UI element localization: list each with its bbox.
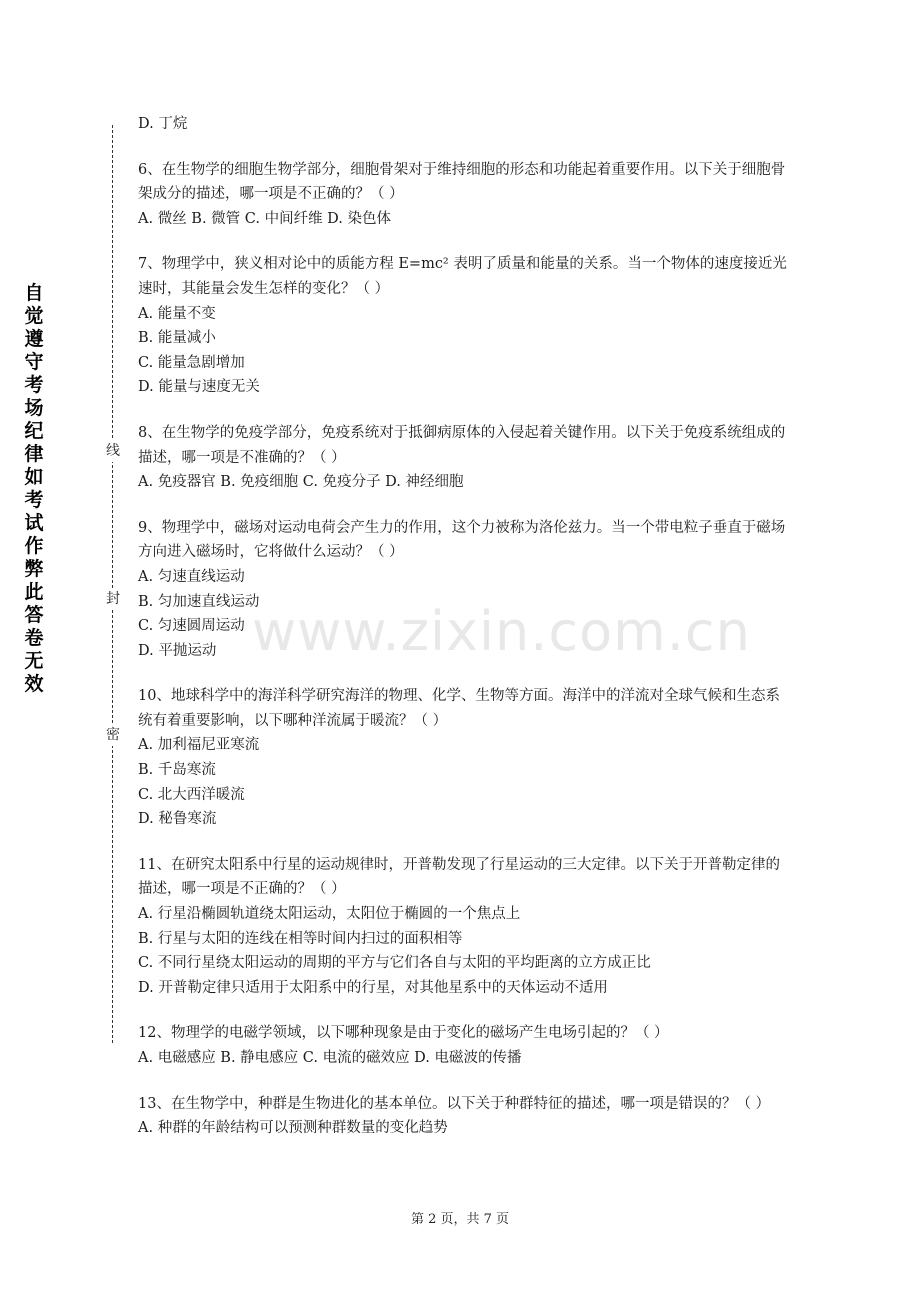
question-stem: 6、在生物学的细胞生物学部分，细胞骨架对于维持细胞的形态和功能起着重要作用。以下关于细胞骨架成分的描述，哪一项是不正确的？（ ）: [138, 161, 786, 203]
question-option: D. 秘鲁寒流: [138, 811, 217, 828]
question-option: A. 能量不变: [138, 305, 216, 322]
seal-label-seal: 封: [103, 588, 123, 610]
question-item: [138, 853, 788, 1001]
binding-dashed-line: [112, 125, 113, 1043]
question-option: C. 北大西洋暖流: [138, 786, 245, 803]
question-stem: 11、在研究太阳系中行星的运动规律时，开普勒发现了行星运动的三大定律。以下关于开普勒定律的描述，哪一项是不正确的？（ ）: [138, 856, 780, 898]
question-item: [138, 684, 788, 832]
question-option: D. 平抛运动: [138, 642, 217, 659]
question-item: [138, 1092, 788, 1141]
question-option: D. 开普勒定律只适用于太阳系中的行星，对其他星系中的天体运动不适用: [138, 979, 608, 996]
question-option: A. 免疫器官 B. 免疫细胞 C. 免疫分子 D. 神经细胞: [138, 474, 464, 491]
question-5-tail: [138, 112, 788, 137]
question-option: A. 电磁感应 B. 静电感应 C. 电流的磁效应 D. 电磁波的传播: [138, 1050, 522, 1066]
question-item: [138, 421, 788, 495]
question-stem: 9、物理学中，磁场对运动电荷会产生力的作用，这个力被称为洛伦兹力。当一个带电粒子垂直于磁场方向进入磁场时，它将做什么运动？（ ）: [138, 519, 786, 561]
question-option: A. 匀速直线运动: [138, 568, 245, 585]
question-option: C. 匀速圆周运动: [138, 618, 245, 635]
question-option: A. 加利福尼亚寒流: [138, 737, 260, 754]
question-stem: 12、物理学的电磁学领域，以下哪种现象是由于变化的磁场产生电场引起的？（ ）: [138, 1025, 669, 1042]
question-option: C. 不同行星绕太阳运动的周期的平方与它们各自与太阳的平均距离的立方成正比: [138, 955, 651, 972]
question-option: B. 匀加速直线运动: [138, 593, 260, 610]
question-option: A. 微丝 B. 微管 C. 中间纤维 D. 染色体: [138, 210, 392, 227]
question-option: D. 能量与速度无关: [138, 379, 260, 396]
seal-label-secret: 密: [103, 724, 123, 746]
question-item: [138, 1021, 788, 1070]
question-stem: 7、物理学中，狭义相对论中的质能方程 E=mc² 表明了质量和能量的关系。当一个物体的速度接近光速时，其能量会发生怎样的变化？（ ）: [138, 256, 787, 297]
question-option: A. 种群的年龄结构可以预测种群数量的变化趋势: [138, 1120, 448, 1137]
question-stem: 13、在生物学中，种群是生物进化的基本单位。以下关于种群特征的描述，哪一项是错误的？（ ）: [138, 1095, 771, 1112]
question-option: C. 能量急剧增加: [138, 354, 245, 371]
question-item: [138, 252, 788, 400]
question-option: A. 行星沿椭圆轨道绕太阳运动，太阳位于椭圆的一个焦点上: [138, 906, 521, 923]
seal-label-line: 线: [103, 440, 123, 462]
question-item: [138, 516, 788, 664]
question-option: B. 千岛寒流: [138, 762, 216, 779]
question-stem: 8、在生物学的免疫学部分，免疫系统对于抵御病原体的入侵起着关键作用。以下关于免疫系统组成的描述，哪一项是不准确的？（ ）: [138, 424, 786, 466]
question-option: B. 能量减小: [138, 330, 216, 347]
question-stem: 10、地球科学中的海洋科学研究海洋的物理、化学、生物等方面。海洋中的洋流对全球气候和生态系统有着重要影响，以下哪种洋流属于暖流？（ ）: [138, 688, 780, 729]
question-list: [138, 112, 788, 1162]
question-option: D. 丁烷: [138, 116, 188, 132]
watermark: www.zixin.com.cn: [252, 600, 751, 663]
exam-discipline-notice: 自觉遵守考场纪律如考试作弊此答卷无效: [24, 282, 44, 695]
question-option: B. 行星与太阳的连线在相等时间内扫过的面积相等: [138, 930, 463, 947]
question-item: [138, 158, 788, 232]
page-footer: 第 2 页，共 7 页: [410, 1212, 510, 1227]
